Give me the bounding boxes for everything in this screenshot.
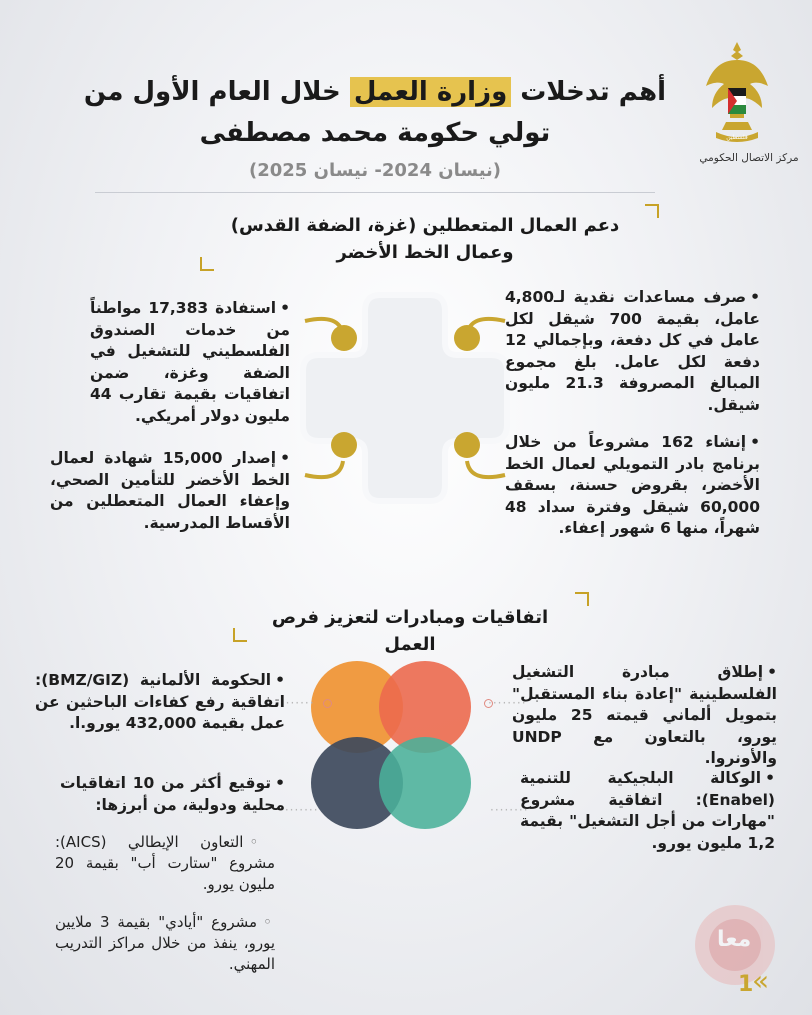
section2-subitem-2-text: مشروع "أيادي" بقيمة 3 ملايين يورو، ينفذ من خلال مراكز التدريب المهني. bbox=[55, 913, 275, 973]
next-arrows-icon: » bbox=[752, 964, 770, 997]
corner-bracket-bottom bbox=[233, 628, 247, 642]
section2-item-4-text: توقيع أكثر من 10 اتفاقيات محلية ودولية، من أبرزها: bbox=[60, 774, 285, 814]
watermark-text: معا bbox=[717, 927, 752, 952]
section1-item-2-text: استفادة 17,383 مواطناً من خدمات الصندوق الفلسطيني للتشغيل في الضفة وغزة، ضمن اتفاقيات بقيمة تقارب 44 مليون دولار أمريكي. bbox=[90, 299, 290, 425]
circle-teal bbox=[379, 737, 471, 829]
overlapping-circles-graphic bbox=[305, 655, 495, 855]
section2-item-4 bbox=[60, 773, 285, 816]
connector-curve bbox=[305, 461, 343, 477]
bullet-icon: • bbox=[750, 433, 760, 451]
palestine-eagle-emblem bbox=[702, 38, 772, 148]
bullet-icon: • bbox=[765, 769, 775, 787]
sub-bullet-icon: ◦ bbox=[249, 833, 275, 851]
bullet-icon: • bbox=[750, 288, 760, 306]
section2-item-3 bbox=[520, 768, 775, 854]
page-title-line1 bbox=[80, 72, 670, 112]
corner-bracket-top bbox=[575, 592, 589, 606]
dotted-connector: ········ bbox=[490, 803, 529, 817]
dotted-connector: ········ bbox=[276, 696, 315, 710]
section2-heading: اتفاقيات ومبادرات لتعزيز فرص العمل bbox=[271, 607, 549, 655]
section1-item-1-text: صرف مساعدات نقدية لـ4,800 عامل، بقيمة 700 شيقل لكل عامل في كل دفعة، وبإجمالي 12 دفعة لكل عامل. بلغ مجموع المبالغ المصروفة 21.3 مليون شيقل. bbox=[505, 288, 760, 414]
gold-pin-bottom-left bbox=[331, 432, 357, 458]
section1-item-3-text: إنشاء 162 مشروعاً من خلال برنامج بادر التمويلي لعمال الخط الأخضر، بقروض حسنة، بسقف 60,000 شيقل وفترة سداد 48 شهراً، منها 6 شهور إعفاء. bbox=[505, 433, 760, 537]
section1-heading: دعم العمال المتعطلين (غزة، الضفة القدس) وعمال الخط الأخضر bbox=[230, 215, 620, 263]
section1-item-2 bbox=[90, 298, 290, 427]
title-part1: أهم تدخلات bbox=[511, 77, 667, 107]
section1-item-4-text: إصدار 15,000 شهادة لعمال الخط الأخضر للتأمين الصحي، وإعفاء العمال المتعطلين من الأقساط المدرسية. bbox=[50, 449, 290, 532]
page-title-line2: تولي حكومة محمد مصطفى bbox=[199, 118, 551, 148]
sub-bullet-icon: ◦ bbox=[263, 913, 275, 931]
section1-item-1 bbox=[505, 287, 760, 416]
gold-pin-bottom-right bbox=[454, 432, 480, 458]
section2-subitem-1-text: التعاون الإيطالي (AICS): مشروع "ستارت أب" بقيمة 20 مليون يورو. bbox=[55, 833, 275, 893]
section2-subitem-1 bbox=[55, 832, 275, 895]
emblem-text: فلسطين bbox=[726, 134, 748, 141]
bullet-icon: • bbox=[275, 774, 285, 792]
bullet-icon: • bbox=[280, 299, 290, 317]
section1-item-4 bbox=[50, 448, 290, 534]
section2-item-3-text: الوكالة البلجيكية للتنمية (Enabel): اتفاقية مشروع "مهارات من أجل التشغيل" بقيمة 1,2 مليون يورو. bbox=[520, 769, 775, 852]
dotted-connector: ········ bbox=[488, 696, 527, 710]
connector-ring bbox=[323, 699, 332, 708]
gold-pin-top-right bbox=[454, 325, 480, 351]
header-divider bbox=[95, 192, 655, 193]
date-range: (نيسان 2024- نيسان 2025) bbox=[248, 160, 502, 181]
bullet-icon: • bbox=[280, 449, 290, 467]
section2-item-1 bbox=[512, 662, 777, 770]
section2-item-2-text: الحكومة الألمانية (BMZ/GIZ): اتفاقية رفع كفاءات الباحثين عن عمل بقيمة 432,000 يورو.ا. bbox=[35, 671, 285, 732]
bullet-icon: • bbox=[275, 671, 285, 689]
page-number: 1 bbox=[738, 972, 754, 997]
connector-ring bbox=[484, 699, 493, 708]
section2-subitem-2 bbox=[55, 912, 275, 975]
section2-item-1-text: إطلاق مبادرة التشغيل الفلسطينية "إعادة بناء المستقبل" بتمويل ألماني قيمته 25 مليون يورو، بالتعاون مع UNDP والأونروا. bbox=[512, 663, 777, 767]
bullet-icon: • bbox=[767, 663, 777, 681]
title-highlight: وزارة العمل bbox=[350, 77, 511, 107]
corner-bracket-top bbox=[645, 204, 659, 218]
connector-curve bbox=[467, 461, 505, 477]
dotted-connector: ········ bbox=[280, 803, 319, 817]
central-cross-graphic bbox=[285, 283, 525, 513]
section1-item-3 bbox=[505, 432, 760, 540]
logo-caption: مركز الاتصال الحكومي bbox=[699, 152, 799, 164]
gold-pin-top-left bbox=[331, 325, 357, 351]
title-part2: خلال العام الأول من bbox=[83, 77, 350, 107]
corner-bracket-bottom bbox=[200, 257, 214, 271]
section2-item-2 bbox=[35, 670, 285, 735]
